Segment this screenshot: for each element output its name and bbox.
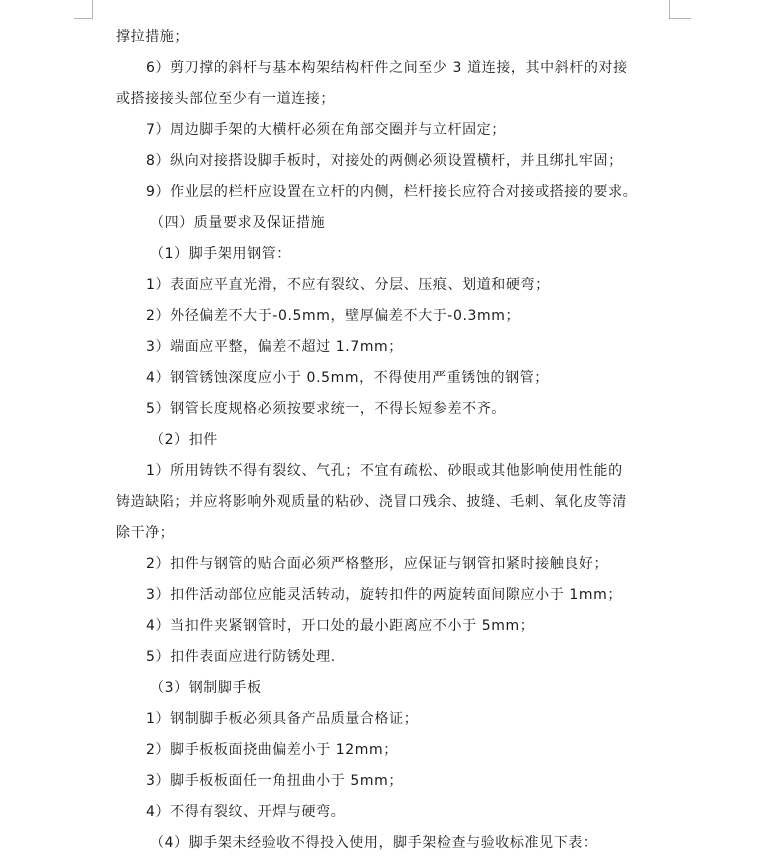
- crop-mark-top-right-horizontal: [669, 18, 691, 19]
- text-line: 或搭接接头部位至少有一道连接；: [116, 91, 335, 107]
- text-line: 4）不得有裂纹、开焊与硬弯。: [146, 804, 346, 820]
- text-line: 2）外径偏差不大于-0.5mm，壁厚偏差不大于-0.3mm；: [146, 308, 521, 324]
- text-line: 除干净；: [116, 525, 175, 541]
- text-line: 8）纵向对接搭设脚手板时，对接处的两侧必须设置横杆，并且绑扎牢固；: [146, 153, 623, 169]
- subsection-heading: （4）脚手架未经验收不得投入使用，脚手架检查与验收标准见下表：: [150, 835, 598, 851]
- text-line: 7）周边脚手架的大横杆必须在角部交圈并与立杆固定；: [146, 122, 506, 138]
- text-line: 3）端面应平整，偏差不超过 1.7mm；: [146, 339, 403, 355]
- document-body: [116, 22, 676, 859]
- text-line: 6）剪刀撑的斜杆与基本构架结构杆件之间至少 3 道连接，其中斜杆的对接: [146, 60, 628, 76]
- text-line: 5）钢管长度规格必须按要求统一，不得长短参差不齐。: [146, 401, 506, 417]
- subsection-heading: （3）钢制脚手板: [150, 680, 262, 696]
- text-line: 撑拉措施；: [116, 29, 189, 45]
- text-line: 5）扣件表面应进行防锈处理.: [146, 649, 336, 665]
- crop-mark-top-right-vertical: [669, 0, 670, 18]
- text-line: 4）当扣件夹紧钢管时，开口处的最小距离应不小于 5mm；: [146, 618, 535, 634]
- subsection-heading: （2）扣件: [150, 432, 218, 448]
- crop-mark-top-left-horizontal: [74, 18, 93, 19]
- text-line: 1）表面应平直光滑，不应有裂纹、分层、压痕、划道和硬弯；: [146, 277, 550, 293]
- text-line: 铸造缺陷；并应将影响外观质量的粘砂、浇冒口残余、披缝、毛刺、氧化皮等清: [116, 494, 627, 510]
- text-line: 3）扣件活动部位应能灵活转动，旋转扣件的两旋转面间隙应小于 1mm；: [146, 587, 622, 603]
- subsection-heading: （1）脚手架用钢管：: [150, 246, 291, 262]
- text-line: 1）所用铸铁不得有裂纹、气孔；不宜有疏松、砂眼或其他影响使用性能的: [146, 463, 623, 479]
- text-line: 2）扣件与钢管的贴合面必须严格整形，应保证与钢管扣紧时接触良好；: [146, 556, 609, 572]
- text-line: 9）作业层的栏杆应设置在立杆的内侧，栏杆接长应符合对接或搭接的要求。: [146, 184, 638, 200]
- text-line: 4）钢管锈蚀深度应小于 0.5mm，不得使用严重锈蚀的钢管；: [146, 370, 549, 386]
- crop-mark-top-left-vertical: [92, 0, 93, 18]
- text-line: 3）脚手板板面任一角扭曲小于 5mm；: [146, 773, 403, 789]
- section-heading: （四）质量要求及保证措施: [150, 215, 326, 231]
- text-line: 2）脚手板板面挠曲偏差小于 12mm；: [146, 742, 398, 758]
- text-line: 1）钢制脚手板必须具备产品质量合格证；: [146, 711, 419, 727]
